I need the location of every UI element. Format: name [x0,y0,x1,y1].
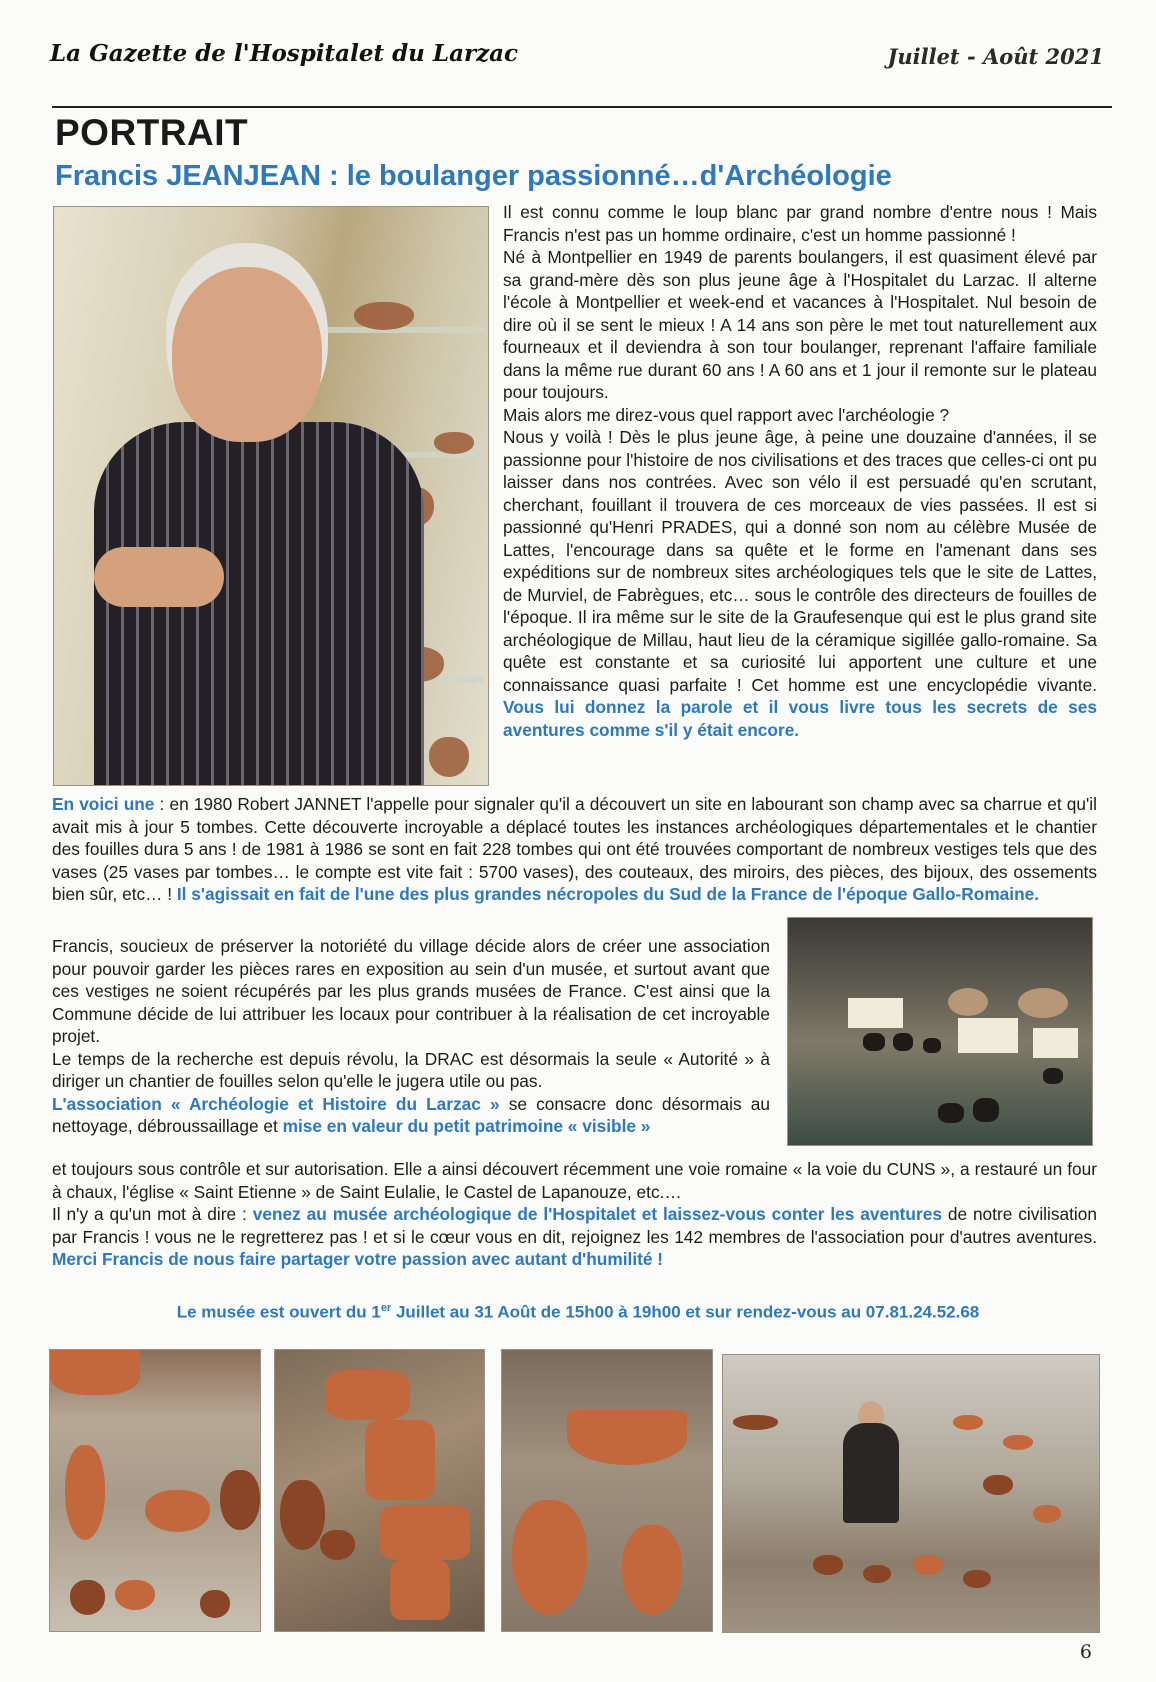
paragraph [52,1203,1097,1271]
publication-title: La Gazette de l'Hospitalet du Larzac [50,40,519,67]
paragraph: Mais alors me direz-vous quel rapport avec l'archéologie ? [503,404,950,425]
highlight-text: L'association « Archéologie et Histoire du Larzac » [52,1093,500,1114]
paragraph-text: Il n'y a qu'un mot à dire : [52,1204,253,1224]
gallery-photo-excavation [274,1349,485,1632]
article-closing [52,1158,1097,1271]
paragraph: Le temps de la recherche est depuis révolu, la DRAC est désormais la seule « Autorité » à diriger un chantier de fouilles selon qu'elle le jugera utile ou pas. [52,1048,770,1091]
gallery-photo-museum-display [722,1354,1100,1633]
paragraph: Francis, soucieux de préserver la notoriété du village décide alors de créer une association pour pouvoir garder les pièces rares en exposition au sein d'un musée, et surtout avant que ces vestiges ne soient récupérés par les plus grands musées de France. C'est ainsi que la Commune décide de lui attribuer les locaux pour contribuer à la réalisation de cet incroyable projet. [52,936,770,1046]
gallery-photo-jars [501,1349,713,1632]
paragraph-text: se consacre donc désormais au nettoyage, débroussaillage et [52,1093,770,1136]
issue-date: Juillet - Août 2021 [887,44,1104,69]
paragraph-text: Nous y voilà ! Dès le plus jeune âge, à peine une douzaine d'années, il se passionne pour l'histoire de nos civilisations et des traces que celles-ci ont pu laisser dans nos contrées. Avec son vélo il est persuadé qu'en scrutant, cherchant, fouillant il trouvera de ces morceaux de vies passées. Il est si passionné qu'Henri PRADES, qui a donné son nom au célèbre Musée de Lattes, l'encourage dans sa quête et le forme en l'amenant dans ses expéditions sur de nombreux sites archéologiques tels que le site de Lattes, de Murviel, de Fabrègues, etc… sous le contrôle des directeurs de fouilles de l'époque. Il ira même sur le site de la Graufesenque qui est le plus grand site archéologique de Millau, haut lieu de la céramique sigillée gallo-romaine. Sa quête est constante et sa curiosité lui apportent une culture et une connaissance quasi parfaite ! Cet homme est une encyclopédie vivante. [503,427,1097,695]
museum-hours [0,1302,1156,1323]
highlight-text: mise en valeur du petit patrimoine « visible » [282,1116,651,1136]
museum-showcase-photo [787,917,1093,1146]
article-headline: Francis JEANJEAN : le boulanger passionné…d'Archéologie [55,160,892,192]
paragraph [503,426,1097,741]
article-intro-column [503,201,1097,741]
gallery-photo-vases [49,1349,261,1632]
article-association [52,935,770,1138]
paragraph: Né à Montpellier en 1949 de parents boulangers, il est quasiment élevé par sa grand-mère dès son plus jeune âge à l'Hospitalet du Larzac. Il alterne l'école à Montpellier et week-end et vacances à l'Hospitalet. Nul besoin de dire où il se sent le mieux ! A 14 ans son père le met tout naturellement aux fourneaux et il deviendra à son tour boulanger, reprenant l'affaire familiale dans la même rue durant 60 ans ! A 60 ans et 1 jour il remonte sur le plateau pour toujours. [503,247,1097,402]
hours-superscript: er [380,1302,392,1314]
portrait-photo [53,206,489,786]
highlight-text: Il s'agissait en fait de l'une des plus grandes nécropoles du Sud de la France de l'époque Gallo-Romaine. [176,884,1040,904]
paragraph-text: de notre civilisation par Francis ! vous ne le regretterez pas ! et si le cœur vous en dit, rejoignez les 142 membres de l'association pour d'autres aventures. [52,1204,1097,1247]
paragraph: et toujours sous contrôle et sur autorisation. Elle a ainsi découvert récemment une voie romaine « la voie du CUNS », a restauré un four à chaux, l'église « Saint Etienne » de Saint Eulalie, le Castel de Lapanouze, etc.… [52,1159,1097,1202]
highlight-text: Vous lui donnez la parole et il vous livre tous les secrets de ses aventures comme s'il y était encore. [503,697,1097,740]
paragraph-text: : en 1980 Robert JANNET l'appelle pour signaler qu'il a découvert un site en labourant son champ avec sa charrue et qu'il avait mis à jour 5 tombes. Cette découverte incroyable a déplacé toutes les instances archéologiques départementales et le chantier des fouilles dura 5 ans ! de 1981 à 1986 se sont en fait 228 tombes qui ont été trouvées comportant de nombreux vestiges tels que des vases (25 vases par tombes… le compte est vite fait : 5700 vases), des couteaux, des miroirs, des pièces, des bijoux, des ossements bien sûr, etc… ! [52,794,1097,904]
highlight-text: venez au musée archéologique de l'Hospitalet et laissez-vous conter les aventures [252,1204,942,1224]
article-discovery [52,793,1097,906]
paragraph [52,793,1097,906]
highlight-text: En voici une [52,794,155,814]
page-number: 6 [1079,1641,1092,1663]
hours-text: Le musée est ouvert du 1 [176,1302,381,1322]
header-rule [52,106,1112,108]
section-title: PORTRAIT [55,112,249,153]
paragraph [52,1093,770,1138]
paragraph: Il est connu comme le loup blanc par grand nombre d'entre nous ! Mais Francis n'est pas un homme ordinaire, c'est un homme passionné ! [503,202,1097,245]
hours-text: Juillet au 31 Août de 15h00 à 19h00 et sur rendez-vous au 07.81.24.52.68 [391,1302,980,1322]
highlight-text: Merci Francis de nous faire partager votre passion avec autant d'humilité ! [52,1249,664,1269]
